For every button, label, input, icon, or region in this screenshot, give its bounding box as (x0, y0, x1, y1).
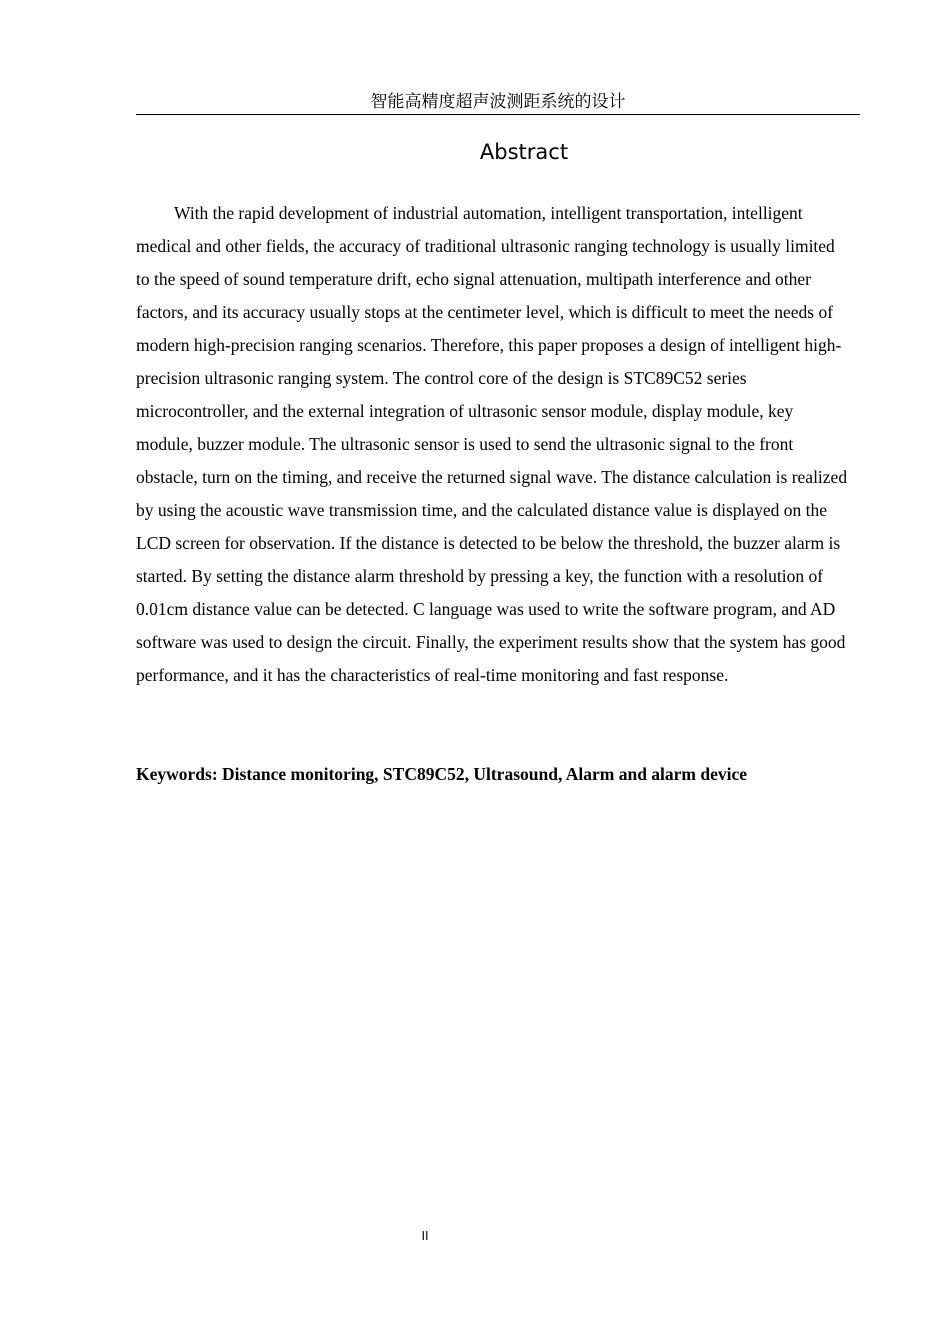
page-number: II (421, 1229, 429, 1243)
abstract-heading: Abstract (479, 140, 569, 164)
running-header: 智能高精度超声波测距系统的设计 (370, 92, 626, 112)
keywords-line: Keywords: Distance monitoring, STC89C52, Ultrasound, Alarm and alarm device (136, 764, 748, 784)
header-divider (136, 114, 860, 115)
abstract-paragraph: With the rapid development of industrial automation, intelligent transportation, intelligent medical and other fields, the accuracy of traditional ultrasonic ranging technology is usually limited to the speed of sound temperature drift, echo signal attenuation, multipath interference and other factors, and its accuracy usually stops at the centimeter level, which is difficult to meet the needs of modern high-precision ranging scenarios. Therefore, this paper proposes a design of intelligent high-precision ultrasonic ranging system. The control core of the design is STC89C52 series microcontroller, and the external integration of ultrasonic sensor module, display module, key module, buzzer module. The ultrasonic sensor is used to send the ultrasonic signal to the front obstacle, turn on the timing, and receive the returned signal wave. The distance calculation is realized by using the acoustic wave transmission time, and the calculated distance value is displayed on the LCD screen for observation. If the distance is detected to be below the threshold, the buzzer alarm is started. By setting the distance alarm threshold by pressing a key, the function with a resolution of 0.01cm distance value can be detected. C language was used to write the software program, and AD software was used to design the circuit. Finally, the experiment results show that the system has good performance, and it has the characteristics of real-time monitoring and fast response. (136, 203, 848, 685)
